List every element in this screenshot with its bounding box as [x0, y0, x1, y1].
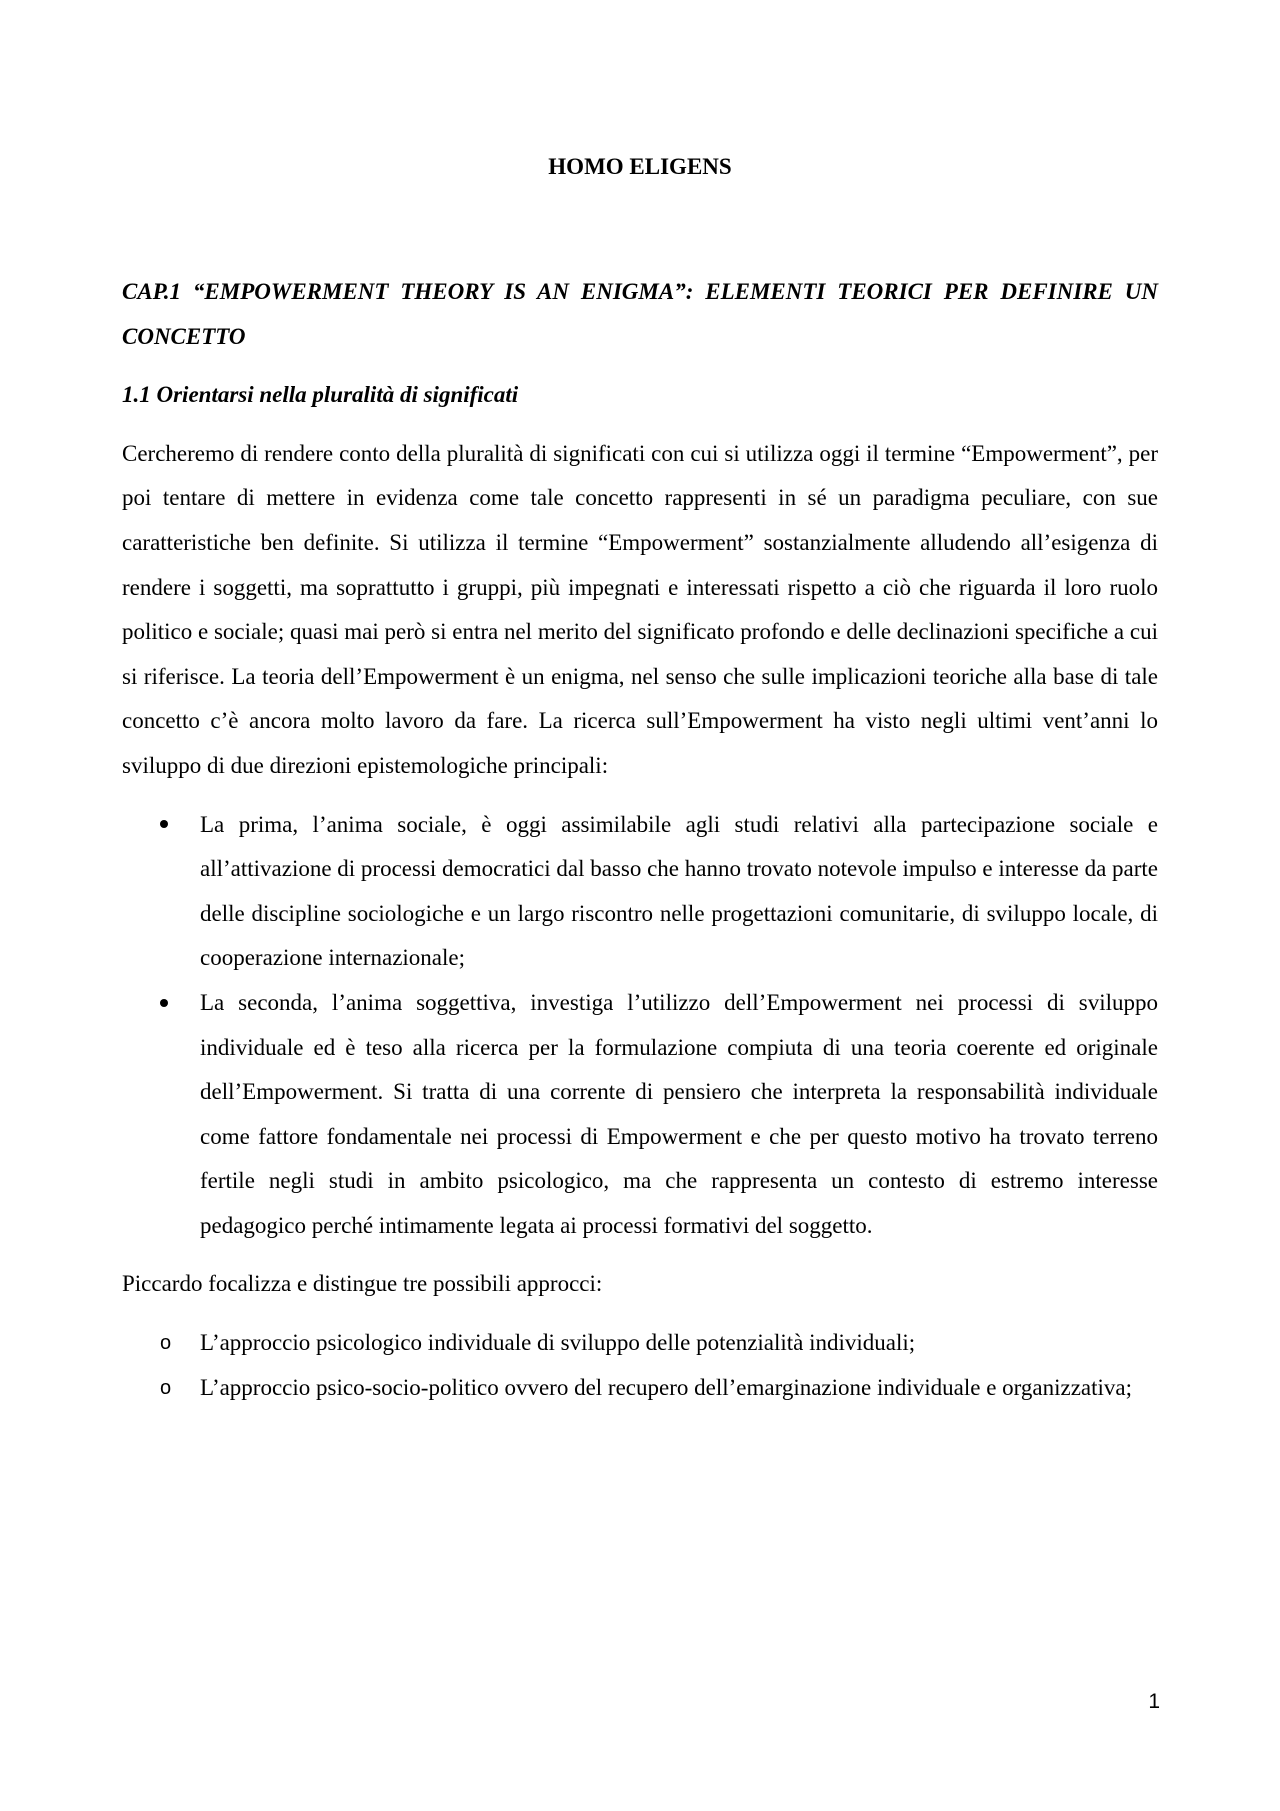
bullet-list [122, 803, 1158, 1249]
list-item [122, 1321, 1158, 1366]
circle-bullet-icon: o [160, 1376, 172, 1399]
list-item [122, 1366, 1158, 1411]
list-item [122, 981, 1158, 1249]
list-item-text: La prima, l’anima sociale, è oggi assimilabile agli studi relativi alla partecipazione sociale e all’attivazione di processi democratici dal basso che hanno trovato notevole impulso e interesse da parte delle discipline sociologiche e un largo riscontro nelle progettazioni comunitarie, di sviluppo locale, di cooperazione internazionale; [200, 811, 1159, 971]
list-item [122, 803, 1158, 981]
document-title: HOMO ELIGENS [548, 154, 732, 179]
page-number: 1 [1148, 1690, 1160, 1713]
bullet-icon [160, 803, 180, 848]
list-item-text: L’approccio psico-socio-politico ovvero del recupero dell’emarginazione individuale e organizzativa; [200, 1374, 1133, 1400]
intro-paragraph: Cercheremo di rendere conto della pluralità di significati con cui si utilizza oggi il termine “Empowerment”, per poi tentare di mettere in evidenza come tale concetto rappresenti in sé un paradigma peculiare, con sue caratteristiche ben definite. Si utilizza il termine “Empowerment” sostanzialmente alludendo all’esigenza di rendere i soggetti, ma soprattutto i gruppi, più impegnati e interessati rispetto a ciò che riguarda il loro ruolo politico e sociale; quasi mai però si entra nel merito del significato profondo e delle declinazioni specifiche a cui si riferisce. La teoria dell’Empowerment è un enigma, nel senso che sulle implicazioni teoriche alla base di tale concetto c’è ancora molto lavoro da fare. La ricerca sull’Empowerment ha visto negli ultimi vent’anni lo sviluppo di due direzioni epistemologiche principali: [122, 440, 1158, 778]
section-heading: 1.1 Orientarsi nella pluralità di significati [122, 382, 519, 408]
approaches-list [122, 1321, 1158, 1410]
circle-bullet-icon: o [160, 1332, 172, 1355]
chapter-heading: CAP.1 “EMPOWERMENT THEORY IS AN ENIGMA”: ELEMENTI TEORICI PER DEFINIRE UN CONCETTO [122, 279, 1158, 349]
list-item-text: L’approccio psicologico individuale di sviluppo delle potenzialità individuali; [200, 1330, 916, 1356]
document-body [122, 270, 1158, 1410]
bullet-icon [160, 981, 180, 1026]
list-item-text: La seconda, l’anima soggettiva, investiga l’utilizzo dell’Empowerment nei processi di sviluppo individuale ed è teso alla ricerca per la formulazione compiuta di una teoria coerente ed originale dell’Empowerment. Si tratta di una corrente di pensiero che interpreta la responsabilità individuale come fattore fondamentale nei processi di Empowerment e che per questo motivo ha trovato terreno fertile negli studi in ambito psicologico, ma che rappresenta un contesto di estremo interesse pedagogico perché intimamente legata ai processi formativi del soggetto. [200, 989, 1158, 1238]
approaches-intro: Piccardo focalizza e distingue tre possibili approcci: [122, 1271, 603, 1297]
